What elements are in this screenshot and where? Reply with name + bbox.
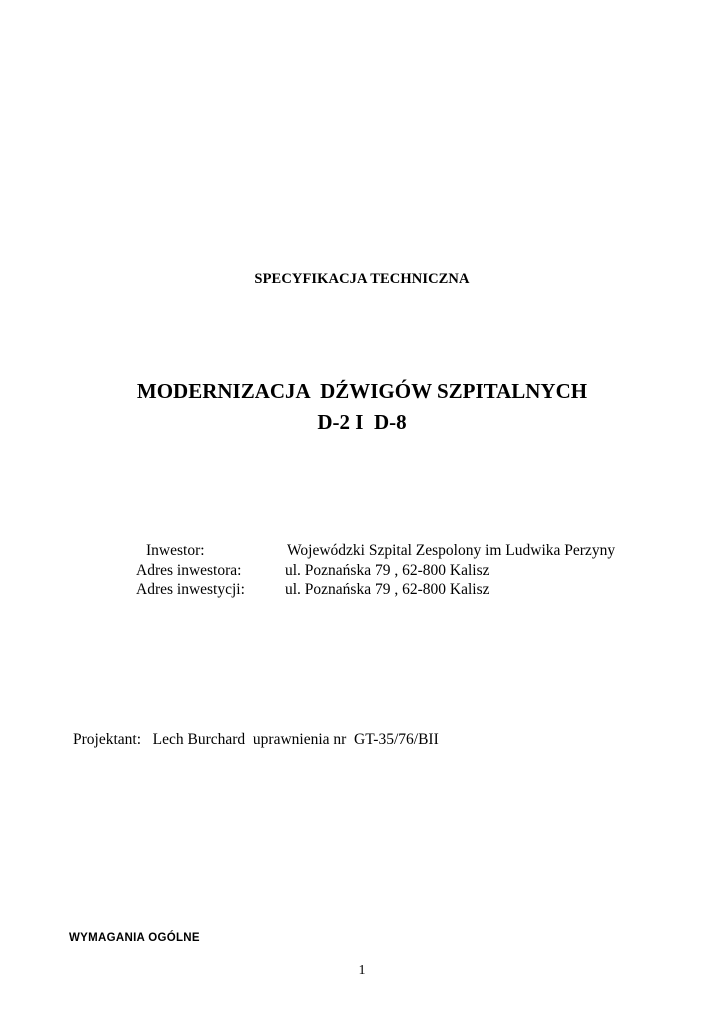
investor-address-value: ul. Poznańska 79 , 62-800 Kalisz xyxy=(285,562,490,579)
section-heading: WYMAGANIA OGÓLNE xyxy=(69,932,200,944)
page-number: 1 xyxy=(358,963,366,978)
investor-row xyxy=(0,541,724,561)
investment-address-value: ul. Poznańska 79 , 62-800 Kalisz xyxy=(285,581,490,598)
investor-label: Inwestor: xyxy=(146,542,205,559)
document-type-heading: SPECYFIKACJA TECHNICZNA xyxy=(254,271,470,287)
investment-address-label: Adres inwestycji: xyxy=(136,581,245,598)
investor-address-label: Adres inwestora: xyxy=(136,562,242,579)
designer-line: Projektant: Lech Burchard uprawnienia nr GT-35/76/BII xyxy=(73,731,439,748)
investor-address-row xyxy=(0,561,724,581)
investor-value: Wojewódzki Szpital Zespolony im Ludwika Perzyny xyxy=(287,542,616,559)
document-title xyxy=(0,376,724,438)
investment-address-row xyxy=(0,580,724,600)
title-line-2: D-2 I D-8 xyxy=(317,410,407,434)
title-line-1: MODERNIZACJA DŹWIGÓW SZPITALNYCH xyxy=(136,379,588,403)
